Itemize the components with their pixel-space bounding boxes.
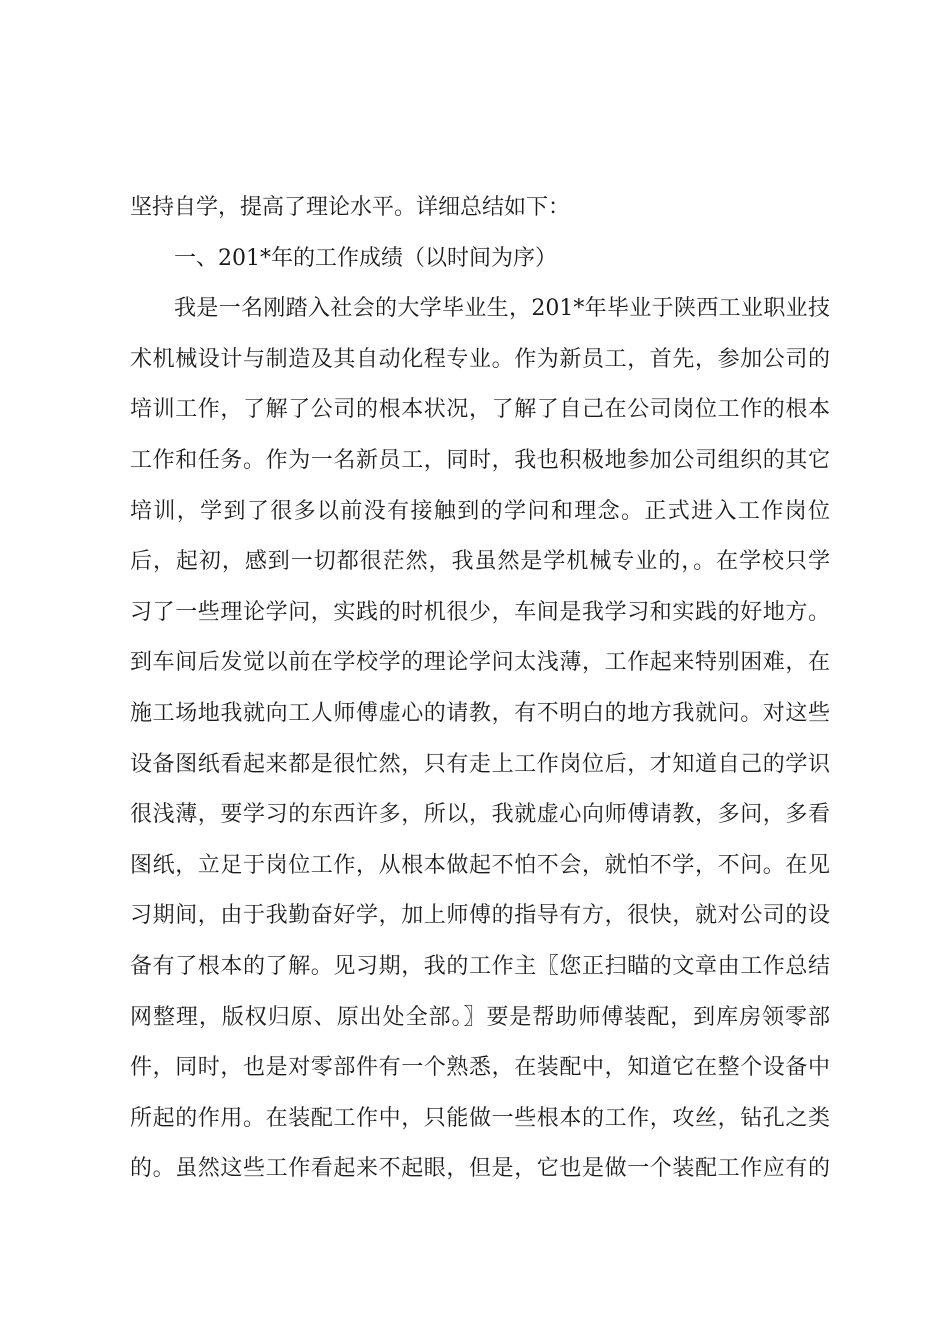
text-line: 习了一些理论学问，实践的时机很少，车间是我学习和实践的好地方。 [130, 599, 830, 625]
text-line: 网整理，版权归原、原出处全部。〗要是帮助师傅装配，到库房领零部 [130, 1004, 830, 1030]
text-line: 件，同时，也是对零部件有一个熟悉，在装配中，知道它在整个设备中 [130, 1055, 830, 1081]
text-line: 我是一名刚踏入社会的大学毕业生，201*年毕业于陕西工业职业技 [174, 296, 830, 322]
text-line: 备有了根本的了解。见习期，我的工作主〖您正扫瞄的文章由工作总结 [130, 953, 830, 979]
text-line: 习期间，由于我勤奋好学，加上师傅的指导有方，很快，就对公司的设 [130, 903, 830, 929]
text-line: 工作和任务。作为一名新员工，同时，我也积极地参加公司组织的其它 [130, 447, 830, 473]
text-line: 很浅薄，要学习的东西许多，所以，我就虚心向师傅请教，多问，多看 [130, 802, 830, 828]
text-line: 培训，学到了很多以前没有接触到的学问和理念。正式进入工作岗位 [130, 498, 830, 524]
text-line: 施工场地我就向工人师傅虚心的请教，有不明白的地方我就问。对这些 [130, 700, 830, 726]
text-line: 的。虽然这些工作看起来不起眼，但是，它也是做一个装配工作应有的 [130, 1156, 830, 1182]
text-line: 所起的作用。在装配工作中，只能做一些根本的工作，攻丝，钻孔之类 [130, 1105, 830, 1131]
text-line: 设备图纸看起来都是很忙然，只有走上工作岗位后，才知道自己的学识 [130, 751, 830, 777]
text-line: 坚持自学，提高了理论水平。详细总结如下： [130, 195, 571, 220]
text-line: 到车间后发觉以前在学校学的理论学问太浅薄，工作起来特别困难，在 [130, 650, 830, 676]
text-line: 后，起初，感到一切都很茫然，我虽然是学机械专业的，。在学校只学 [130, 549, 830, 575]
text-line: 图纸，立足于岗位工作，从根本做起不怕不会，就怕不学，不问。在见 [130, 852, 830, 878]
text-line: 培训工作，了解了公司的根本状况，了解了自己在公司岗位工作的根本 [130, 397, 830, 423]
section-heading: 一、201*年的工作成绩（以时间为序） [174, 245, 557, 271]
body-text [130, 183, 830, 1195]
text-line: 术机械设计与制造及其自动化程专业。作为新员工，首先，参加公司的 [130, 346, 830, 372]
